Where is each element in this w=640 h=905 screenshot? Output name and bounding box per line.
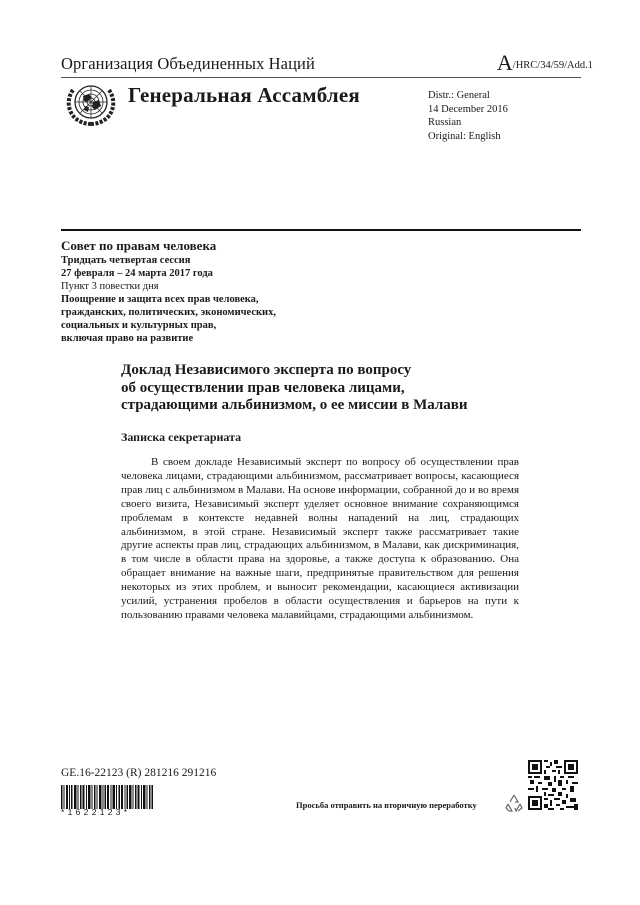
recycle-icon bbox=[504, 793, 524, 813]
symbol-prefix: A bbox=[496, 50, 513, 75]
agenda-title-line: социальных и культурных прав, bbox=[61, 320, 217, 331]
agenda-title-line: Поощрение и защита всех прав человека, bbox=[61, 294, 259, 305]
organization-name: Организация Объединенных Наций bbox=[61, 54, 315, 73]
report-title-line: Доклад Независимого эксперта по вопросу bbox=[121, 362, 412, 378]
symbol-rest: /HRC/34/59/Add.1 bbox=[512, 60, 593, 71]
session-dates: 27 февраля – 24 марта 2017 года bbox=[61, 268, 213, 279]
note-heading: Записка секретариата bbox=[121, 430, 242, 444]
job-number: GE.16-22123 (R) 281216 291216 bbox=[61, 767, 217, 779]
report-title bbox=[121, 362, 521, 415]
distribution-type: Distr.: General bbox=[428, 90, 490, 101]
recycle-notice: Просьба отправить на вторичную переработку bbox=[296, 800, 477, 810]
issue-date: 14 December 2016 bbox=[428, 103, 508, 115]
barcode-icon bbox=[61, 785, 153, 809]
document-language: Russian bbox=[428, 117, 462, 128]
distribution-block bbox=[428, 89, 508, 143]
council-name: Совет по правам человека bbox=[61, 238, 217, 253]
session-name: Тридцать четвертая сессия bbox=[61, 255, 191, 266]
session-block bbox=[61, 238, 361, 345]
agenda-item: Пункт 3 повестки дня bbox=[61, 281, 159, 292]
section-rule bbox=[61, 229, 581, 231]
agenda-title-line: включая право на развитие bbox=[61, 333, 194, 344]
qr-code-icon[interactable] bbox=[528, 760, 578, 810]
report-title-line: об осуществлении прав человека лицами, bbox=[121, 379, 405, 396]
header-rule bbox=[61, 77, 581, 78]
document-symbol bbox=[497, 52, 593, 74]
agenda-title-line: гражданских, политических, экономических, bbox=[61, 307, 276, 318]
body-title: Генеральная Ассамблея bbox=[128, 83, 360, 107]
original-language: Original: English bbox=[428, 130, 501, 142]
summary-paragraph: В своем докладе Независимый эксперт по вопросу об осуществлении прав человека лицами, страдающими альбинизмом, рассматривает вопросы, касающиеся прав лиц с альбинизмом в Малави. На основе информации, собранной до и во время своего визита, Независимый эксперт уделяет основное внимание сохраняющимся проблемам в контексте недавней волны нападений на лиц, страдающих альбинизмом, в этой стране. Независимый эксперт также рассматривает такие другие аспекты прав лиц, страдающих альбинизмом, в Малави, как дискриминация, в том числе в области права на здоровье, а также доступа к образованию. Она обращает внимание на важные шаги, предпринятые правительством для решения некоторых из этих проблем, и выносит рекомендации, касающиеся активизации усилий, устранения пробелов в области осуществления и барьеров на пути к пользованию правами человека малавийцами, страдающими альбинизмом. bbox=[121, 456, 519, 621]
un-emblem-icon bbox=[65, 80, 117, 126]
report-title-line: страдающими альбинизмом, о ее миссии в Малави bbox=[121, 397, 468, 413]
barcode-number: *1622123* bbox=[61, 807, 131, 817]
